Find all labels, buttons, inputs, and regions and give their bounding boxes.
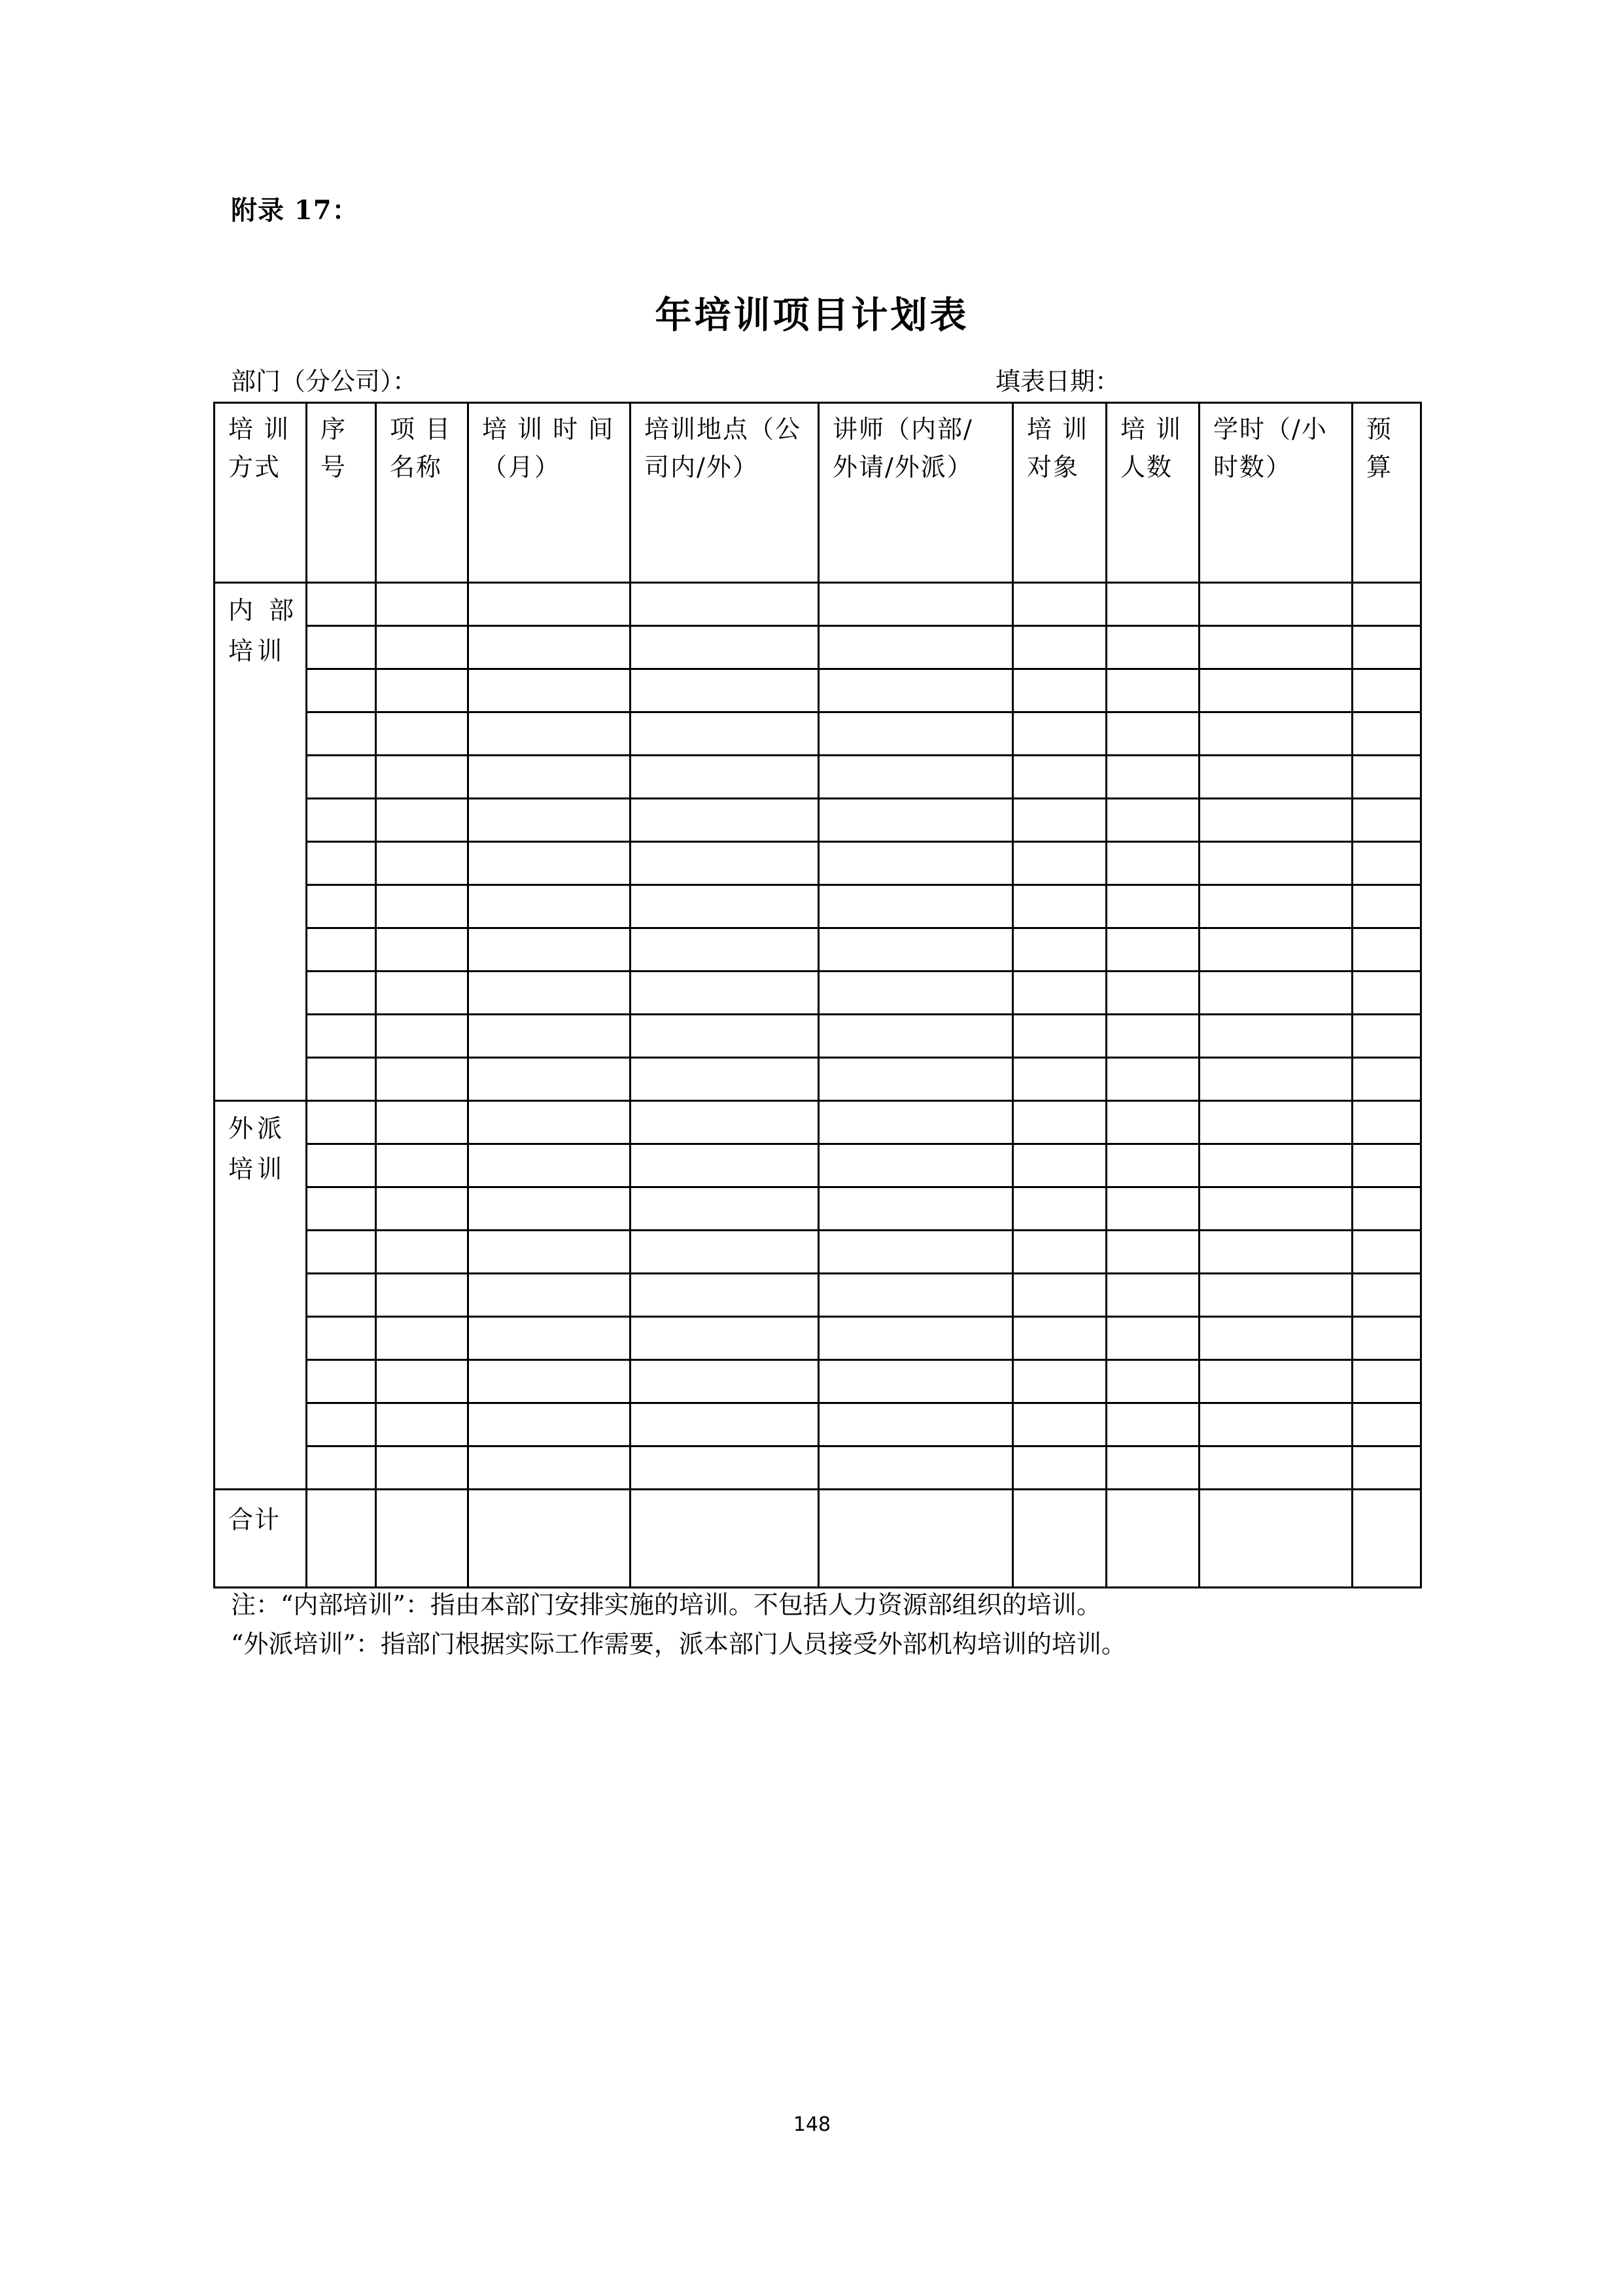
group-label-internal-training: 内 部 培训 bbox=[215, 583, 307, 1101]
table-cell[interactable] bbox=[1200, 669, 1353, 712]
note-internal-training: 注：“内部培训”：指由本部门安排实施的培训。不包括人力资源部组织的培训。 bbox=[231, 1590, 1101, 1619]
table-cell[interactable] bbox=[1200, 972, 1353, 1015]
table-cell[interactable] bbox=[1200, 1274, 1353, 1317]
table-cell[interactable] bbox=[307, 972, 376, 1015]
header-project-name: 项 目 名称 bbox=[376, 403, 468, 583]
table-cell[interactable] bbox=[468, 669, 631, 712]
table-cell[interactable] bbox=[1353, 1446, 1421, 1490]
table-cell[interactable] bbox=[1013, 842, 1107, 885]
table-cell[interactable] bbox=[1013, 583, 1107, 626]
table-cell[interactable] bbox=[376, 842, 468, 885]
table-cell[interactable] bbox=[307, 1101, 376, 1144]
table-cell[interactable] bbox=[1013, 1015, 1107, 1058]
total-cell[interactable] bbox=[468, 1490, 631, 1588]
table-cell[interactable] bbox=[1107, 583, 1200, 626]
table-cell[interactable] bbox=[1353, 626, 1421, 669]
table-cell[interactable] bbox=[1353, 1317, 1421, 1360]
table-cell[interactable] bbox=[819, 712, 1013, 756]
table-row bbox=[215, 972, 1421, 1015]
table-cell[interactable] bbox=[1200, 928, 1353, 972]
table-cell[interactable] bbox=[1107, 712, 1200, 756]
table-cell[interactable] bbox=[631, 712, 819, 756]
table-cell[interactable] bbox=[631, 756, 819, 799]
table-row bbox=[215, 842, 1421, 885]
table-body bbox=[215, 583, 1421, 1588]
appendix-label: 附录 17： bbox=[231, 195, 359, 226]
table-cell[interactable] bbox=[307, 1231, 376, 1274]
table-cell[interactable] bbox=[1013, 1360, 1107, 1403]
table-cell[interactable] bbox=[1353, 712, 1421, 756]
table-cell[interactable] bbox=[1200, 1101, 1353, 1144]
table-cell[interactable] bbox=[1013, 1317, 1107, 1360]
total-cell[interactable] bbox=[1107, 1490, 1200, 1588]
table-cell[interactable] bbox=[631, 1274, 819, 1317]
table-cell[interactable] bbox=[307, 1015, 376, 1058]
table-cell[interactable] bbox=[468, 626, 631, 669]
table-cell[interactable] bbox=[1107, 1231, 1200, 1274]
table-cell[interactable] bbox=[1107, 1144, 1200, 1187]
table-cell[interactable] bbox=[1200, 1317, 1353, 1360]
table-cell[interactable] bbox=[1353, 1144, 1421, 1187]
table-cell[interactable] bbox=[631, 1446, 819, 1490]
table-cell[interactable] bbox=[376, 1360, 468, 1403]
table-row bbox=[215, 1446, 1421, 1490]
table-cell[interactable] bbox=[1107, 1058, 1200, 1101]
table-cell[interactable] bbox=[1013, 1058, 1107, 1101]
table-row bbox=[215, 669, 1421, 712]
table-cell[interactable] bbox=[1013, 626, 1107, 669]
table-row bbox=[215, 626, 1421, 669]
table-cell[interactable] bbox=[1353, 583, 1421, 626]
table-cell[interactable] bbox=[819, 1015, 1013, 1058]
table-cell[interactable] bbox=[631, 1231, 819, 1274]
table-row bbox=[215, 583, 1421, 626]
table-cell[interactable] bbox=[307, 928, 376, 972]
table-cell[interactable] bbox=[376, 928, 468, 972]
total-cell[interactable] bbox=[307, 1490, 376, 1588]
table-cell[interactable] bbox=[1353, 1015, 1421, 1058]
table-cell[interactable] bbox=[819, 1403, 1013, 1446]
table-cell[interactable] bbox=[631, 842, 819, 885]
table-cell[interactable] bbox=[307, 583, 376, 626]
document-title: 年培训项目计划表 bbox=[655, 294, 969, 337]
table-cell[interactable] bbox=[1013, 712, 1107, 756]
table-cell[interactable] bbox=[1107, 626, 1200, 669]
table-cell[interactable] bbox=[1353, 1187, 1421, 1231]
table-cell[interactable] bbox=[1013, 799, 1107, 842]
table-cell[interactable] bbox=[1107, 1403, 1200, 1446]
table-cell[interactable] bbox=[307, 1317, 376, 1360]
table-cell[interactable] bbox=[1013, 1187, 1107, 1231]
table-cell[interactable] bbox=[1013, 669, 1107, 712]
table-cell[interactable] bbox=[1200, 583, 1353, 626]
table-cell[interactable] bbox=[631, 1101, 819, 1144]
table-cell[interactable] bbox=[468, 1317, 631, 1360]
table-cell[interactable] bbox=[819, 1231, 1013, 1274]
table-row bbox=[215, 1015, 1421, 1058]
table-cell[interactable] bbox=[468, 1360, 631, 1403]
table-cell[interactable] bbox=[1200, 756, 1353, 799]
table-cell[interactable] bbox=[1200, 1187, 1353, 1231]
total-row bbox=[215, 1490, 1421, 1588]
table-row bbox=[215, 1058, 1421, 1101]
table-cell[interactable] bbox=[1353, 972, 1421, 1015]
table-cell[interactable] bbox=[631, 1360, 819, 1403]
table-cell[interactable] bbox=[1353, 669, 1421, 712]
header-training-time: 培 训 时 间 （月） bbox=[468, 403, 631, 583]
table-cell[interactable] bbox=[307, 1446, 376, 1490]
table-cell[interactable] bbox=[376, 1187, 468, 1231]
table-cell[interactable] bbox=[1353, 756, 1421, 799]
table-cell[interactable] bbox=[307, 669, 376, 712]
table-cell[interactable] bbox=[468, 842, 631, 885]
table-cell[interactable] bbox=[307, 1274, 376, 1317]
table-cell[interactable] bbox=[468, 1144, 631, 1187]
table-cell[interactable] bbox=[1013, 885, 1107, 928]
table-cell[interactable] bbox=[1107, 799, 1200, 842]
table-cell[interactable] bbox=[1013, 1144, 1107, 1187]
table-row bbox=[215, 1144, 1421, 1187]
table-cell[interactable] bbox=[819, 1274, 1013, 1317]
table-cell[interactable] bbox=[468, 756, 631, 799]
table-cell[interactable] bbox=[307, 799, 376, 842]
table-cell[interactable] bbox=[631, 799, 819, 842]
department-label: 部门（分公司）： bbox=[231, 367, 418, 396]
table-cell[interactable] bbox=[376, 1058, 468, 1101]
table-cell[interactable] bbox=[468, 1231, 631, 1274]
table-cell[interactable] bbox=[1200, 626, 1353, 669]
table-cell[interactable] bbox=[376, 1274, 468, 1317]
note-external-training: “外派培训”：指部门根据实际工作需要，派本部门人员接受外部机构培训的培训。 bbox=[231, 1630, 1126, 1658]
table-cell[interactable] bbox=[631, 1403, 819, 1446]
table-cell[interactable] bbox=[1013, 756, 1107, 799]
table-cell[interactable] bbox=[819, 1101, 1013, 1144]
header-training-method: 培 训 方式 bbox=[215, 403, 307, 583]
table-cell[interactable] bbox=[468, 1015, 631, 1058]
header-participant-count: 培 训 人数 bbox=[1107, 403, 1200, 583]
table-cell[interactable] bbox=[819, 1187, 1013, 1231]
table-cell[interactable] bbox=[1107, 756, 1200, 799]
table-cell[interactable] bbox=[468, 972, 631, 1015]
table-cell[interactable] bbox=[1353, 842, 1421, 885]
table-cell[interactable] bbox=[631, 928, 819, 972]
table-cell[interactable] bbox=[1353, 1274, 1421, 1317]
table-cell[interactable] bbox=[1200, 1360, 1353, 1403]
table-cell[interactable] bbox=[307, 885, 376, 928]
table-cell[interactable] bbox=[631, 583, 819, 626]
table-cell[interactable] bbox=[1107, 842, 1200, 885]
table-row bbox=[215, 1317, 1421, 1360]
table-cell[interactable] bbox=[1013, 1446, 1107, 1490]
table-cell[interactable] bbox=[1107, 1360, 1200, 1403]
table-cell[interactable] bbox=[1200, 1058, 1353, 1101]
table-cell[interactable] bbox=[468, 885, 631, 928]
table-cell[interactable] bbox=[307, 1360, 376, 1403]
table-cell[interactable] bbox=[1107, 885, 1200, 928]
table-cell[interactable] bbox=[376, 1446, 468, 1490]
table-cell[interactable] bbox=[307, 1144, 376, 1187]
table-cell[interactable] bbox=[631, 885, 819, 928]
table-cell[interactable] bbox=[819, 1360, 1013, 1403]
table-cell[interactable] bbox=[376, 669, 468, 712]
table-cell[interactable] bbox=[1107, 1317, 1200, 1360]
table-cell[interactable] bbox=[376, 1403, 468, 1446]
total-cell[interactable] bbox=[376, 1490, 468, 1588]
table-cell[interactable] bbox=[819, 1058, 1013, 1101]
table-cell[interactable] bbox=[376, 626, 468, 669]
table-cell[interactable] bbox=[819, 669, 1013, 712]
table-cell[interactable] bbox=[631, 1015, 819, 1058]
training-plan-table bbox=[213, 402, 1422, 1588]
table-cell[interactable] bbox=[468, 1187, 631, 1231]
table-cell[interactable] bbox=[307, 1403, 376, 1446]
table-cell[interactable] bbox=[1200, 799, 1353, 842]
table-cell[interactable] bbox=[376, 1144, 468, 1187]
table-cell[interactable] bbox=[468, 799, 631, 842]
table-cell[interactable] bbox=[1200, 842, 1353, 885]
table-cell[interactable] bbox=[307, 1058, 376, 1101]
table-cell[interactable] bbox=[468, 583, 631, 626]
table-cell[interactable] bbox=[1200, 1015, 1353, 1058]
table-cell[interactable] bbox=[819, 583, 1013, 626]
table-cell[interactable] bbox=[307, 626, 376, 669]
total-label: 合计 bbox=[215, 1490, 307, 1588]
total-cell[interactable] bbox=[1200, 1490, 1353, 1588]
header-class-hours: 学时（/小 时数） bbox=[1200, 403, 1353, 583]
table-cell[interactable] bbox=[631, 972, 819, 1015]
table-cell[interactable] bbox=[468, 1274, 631, 1317]
table-cell[interactable] bbox=[1107, 928, 1200, 972]
table-cell[interactable] bbox=[1013, 1231, 1107, 1274]
table-cell[interactable] bbox=[1353, 1101, 1421, 1144]
table-cell[interactable] bbox=[1013, 1274, 1107, 1317]
table-row bbox=[215, 928, 1421, 972]
table-cell[interactable] bbox=[819, 1317, 1013, 1360]
table-cell[interactable] bbox=[376, 799, 468, 842]
table-cell[interactable] bbox=[819, 799, 1013, 842]
table-cell[interactable] bbox=[1353, 1058, 1421, 1101]
header-lecturer: 讲师（内部/ 外请/外派） bbox=[819, 403, 1013, 583]
table-cell[interactable] bbox=[1107, 972, 1200, 1015]
table-header-row bbox=[215, 403, 1421, 583]
table-row bbox=[215, 1231, 1421, 1274]
table-row bbox=[215, 1274, 1421, 1317]
table-cell[interactable] bbox=[1200, 1144, 1353, 1187]
table-cell[interactable] bbox=[819, 626, 1013, 669]
table-cell[interactable] bbox=[1013, 972, 1107, 1015]
table-cell[interactable] bbox=[631, 669, 819, 712]
table-cell[interactable] bbox=[1013, 1403, 1107, 1446]
table-cell[interactable] bbox=[819, 885, 1013, 928]
table-cell[interactable] bbox=[1107, 1101, 1200, 1144]
table-cell[interactable] bbox=[631, 1144, 819, 1187]
fill-date-label: 填表日期： bbox=[995, 367, 1120, 396]
header-training-location: 培训地点（公 司内/外） bbox=[631, 403, 819, 583]
table-row bbox=[215, 799, 1421, 842]
page-number: 148 bbox=[793, 2113, 831, 2136]
table-cell[interactable] bbox=[376, 1231, 468, 1274]
table-row bbox=[215, 756, 1421, 799]
table-cell[interactable] bbox=[1013, 1101, 1107, 1144]
table-cell[interactable] bbox=[631, 1187, 819, 1231]
table-cell[interactable] bbox=[307, 756, 376, 799]
table-cell[interactable] bbox=[468, 1058, 631, 1101]
table-cell[interactable] bbox=[307, 842, 376, 885]
table-cell[interactable] bbox=[819, 756, 1013, 799]
table-cell[interactable] bbox=[1353, 1403, 1421, 1446]
table-cell[interactable] bbox=[376, 1015, 468, 1058]
table-cell[interactable] bbox=[307, 712, 376, 756]
table-cell[interactable] bbox=[1353, 1231, 1421, 1274]
table-cell[interactable] bbox=[1200, 1446, 1353, 1490]
table-row bbox=[215, 1101, 1421, 1144]
table-row bbox=[215, 885, 1421, 928]
table-cell[interactable] bbox=[1353, 1360, 1421, 1403]
table-cell[interactable] bbox=[1353, 928, 1421, 972]
table-row bbox=[215, 1403, 1421, 1446]
table-cell[interactable] bbox=[1353, 885, 1421, 928]
header-training-target: 培 训 对象 bbox=[1013, 403, 1107, 583]
table-cell[interactable] bbox=[819, 1144, 1013, 1187]
table-cell[interactable] bbox=[376, 712, 468, 756]
table-cell[interactable] bbox=[1107, 1187, 1200, 1231]
table-cell[interactable] bbox=[376, 1317, 468, 1360]
table-cell[interactable] bbox=[819, 928, 1013, 972]
group-label-external-training: 外派 培训 bbox=[215, 1101, 307, 1490]
header-serial-number: 序 号 bbox=[307, 403, 376, 583]
table-cell[interactable] bbox=[1107, 1015, 1200, 1058]
table-cell[interactable] bbox=[468, 1403, 631, 1446]
table-cell[interactable] bbox=[376, 583, 468, 626]
table-cell[interactable] bbox=[1353, 799, 1421, 842]
table-cell[interactable] bbox=[1107, 1274, 1200, 1317]
table-cell[interactable] bbox=[376, 972, 468, 1015]
table-cell[interactable] bbox=[819, 972, 1013, 1015]
table-cell[interactable] bbox=[1107, 669, 1200, 712]
header-budget: 预 算 bbox=[1353, 403, 1421, 583]
total-cell[interactable] bbox=[1353, 1490, 1421, 1588]
total-cell[interactable] bbox=[819, 1490, 1013, 1588]
table-cell[interactable] bbox=[468, 928, 631, 972]
table-cell[interactable] bbox=[1200, 1231, 1353, 1274]
table-cell[interactable] bbox=[468, 712, 631, 756]
table-cell[interactable] bbox=[376, 885, 468, 928]
table-row bbox=[215, 712, 1421, 756]
table-cell[interactable] bbox=[819, 842, 1013, 885]
total-cell[interactable] bbox=[631, 1490, 819, 1588]
table-cell[interactable] bbox=[1200, 712, 1353, 756]
table-cell[interactable] bbox=[376, 1101, 468, 1144]
table-cell[interactable] bbox=[468, 1101, 631, 1144]
table-cell[interactable] bbox=[1200, 1403, 1353, 1446]
total-cell[interactable] bbox=[1013, 1490, 1107, 1588]
table-cell[interactable] bbox=[631, 1058, 819, 1101]
table-cell[interactable] bbox=[1200, 885, 1353, 928]
table-row bbox=[215, 1187, 1421, 1231]
table-cell[interactable] bbox=[307, 1187, 376, 1231]
table-cell[interactable] bbox=[1107, 1446, 1200, 1490]
table-cell[interactable] bbox=[819, 1446, 1013, 1490]
table-cell[interactable] bbox=[468, 1446, 631, 1490]
table-row bbox=[215, 1360, 1421, 1403]
table-cell[interactable] bbox=[631, 1317, 819, 1360]
table-cell[interactable] bbox=[376, 756, 468, 799]
table-cell[interactable] bbox=[631, 626, 819, 669]
table-cell[interactable] bbox=[1013, 928, 1107, 972]
